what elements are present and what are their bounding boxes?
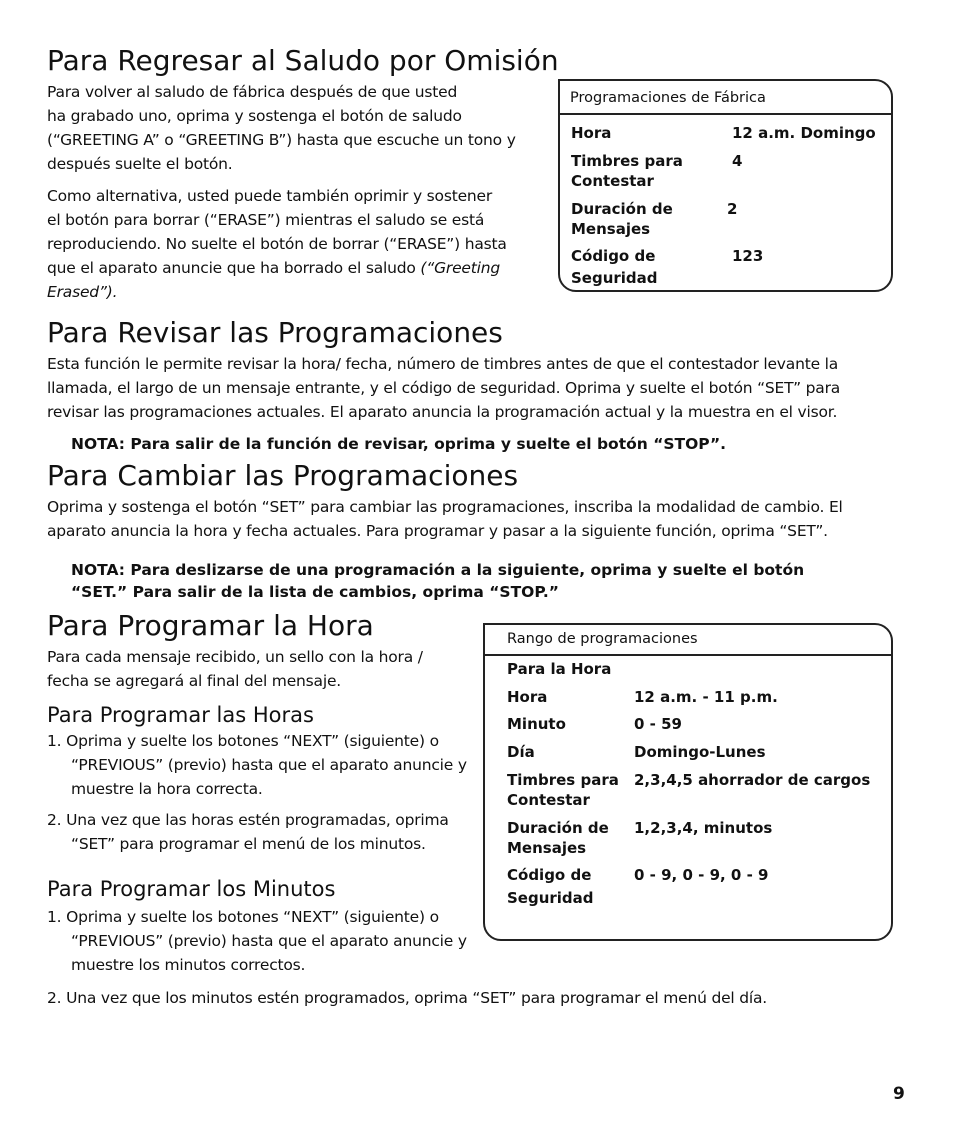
factory-value-duracion: 2 [727, 200, 738, 218]
text-line: Para volver al saludo de fábrica después de que usted [47, 83, 458, 101]
label-line: Timbres para [571, 152, 683, 170]
default-greeting-paragraph-2 [47, 184, 547, 304]
range-label-minuto: Minuto [507, 715, 566, 733]
label-line: Código de [571, 247, 656, 265]
note-line: “SET.” Para salir de la lista de cambios, oprima “STOP.” [71, 583, 559, 601]
set-time-intro [47, 645, 477, 693]
text-line [47, 256, 547, 280]
text-line: 1. Oprima y suelte los botones “NEXT” (siguiente) o [47, 908, 439, 926]
text-line: aparato anuncia la hora y fecha actuales. Para programar y pasar a la siguiente función, oprima “SET”. [47, 522, 828, 540]
list-item [47, 729, 487, 801]
text-line: ha grabado uno, oprima y sostenga el botón de saludo [47, 107, 462, 125]
text-line: “PREVIOUS” (previo) hasta que el aparato anuncie y [71, 756, 467, 774]
range-label-dia: Día [507, 743, 535, 761]
text-line: que el aparato anuncie que ha borrado el saludo [47, 259, 416, 277]
label-line: Seguridad [507, 889, 594, 907]
subheading-set-hours: Para Programar las Horas [47, 703, 314, 727]
factory-value-codigo: 123 [732, 247, 764, 265]
text-line: el botón para borrar (“ERASE”) mientras el saludo se está [47, 211, 485, 229]
settings-range-title: Rango de programaciones [507, 631, 698, 647]
italic-text: (“Greeting [420, 259, 500, 277]
change-settings-paragraph [47, 495, 927, 543]
range-label-timbres [507, 770, 619, 810]
note-line: NOTA: Para deslizarse de una programación a la siguiente, oprima y suelte el botón [71, 561, 805, 579]
range-label-hora: Hora [507, 688, 548, 706]
range-value-duracion: 1,2,3,4, minutos [634, 819, 773, 837]
text-line: 2. Una vez que las horas estén programadas, oprima [47, 811, 449, 829]
text-line: Como alternativa, usted puede también oprimir y sostener [47, 187, 493, 205]
review-settings-paragraph [47, 352, 917, 424]
text-line: “PREVIOUS” (previo) hasta que el aparato anuncie y [71, 932, 467, 950]
range-label-duracion [507, 818, 609, 858]
default-greeting-paragraph-1 [47, 80, 547, 176]
label-line: Seguridad [571, 269, 658, 287]
text-line: “SET” para programar el menú de los minutos. [71, 835, 426, 853]
settings-range-subtitle: Para la Hora [507, 660, 612, 678]
section-heading-default-greeting: Para Regresar al Saludo por Omisión [47, 44, 559, 77]
text-line: muestre los minutos correctos. [71, 956, 306, 974]
range-value-timbres: 2,3,4,5 ahorrador de cargos [634, 771, 871, 789]
factory-label-hora: Hora [571, 124, 612, 142]
list-item [47, 808, 487, 856]
label-line: Código de [507, 866, 592, 884]
factory-value-hora: 12 a.m. Domingo [732, 124, 876, 142]
range-value-minuto: 0 - 59 [634, 715, 682, 733]
label-line: Timbres para [507, 771, 619, 789]
box-divider [558, 113, 893, 115]
label-line: Contestar [507, 791, 590, 809]
range-value-codigo: 0 - 9, 0 - 9, 0 - 9 [634, 866, 769, 884]
factory-value-timbres: 4 [732, 152, 743, 170]
range-label-codigo [507, 865, 594, 908]
factory-label-timbres [571, 151, 683, 191]
label-line: Contestar [571, 172, 654, 190]
text-line: llamada, el largo de un mensaje entrante, y el código de seguridad. Oprima y suelte el botón “SET” para [47, 379, 841, 397]
label-line: Mensajes [571, 220, 651, 238]
text-line: (“GREETING A” o “GREETING B”) hasta que escuche un tono y [47, 131, 516, 149]
list-item [47, 905, 487, 977]
factory-settings-title: Programaciones de Fábrica [570, 90, 766, 106]
text-line [47, 280, 547, 304]
text-line: fecha se agregará al final del mensaje. [47, 672, 342, 690]
range-value-hora: 12 a.m. - 11 p.m. [634, 688, 778, 706]
box-divider [483, 654, 893, 656]
label-line: Duración de [507, 819, 609, 837]
text-line: Oprima y sostenga el botón “SET” para cambiar las programaciones, inscriba la modalidad de cambio. El [47, 498, 843, 516]
range-value-dia: Domingo-Lunes [634, 743, 766, 761]
text-line: después suelte el botón. [47, 155, 233, 173]
factory-label-duracion [571, 199, 673, 239]
section-heading-review-settings: Para Revisar las Programaciones [47, 316, 503, 349]
change-settings-note [71, 559, 891, 603]
factory-settings-box [558, 79, 893, 292]
text-line: muestre la hora correcta. [71, 780, 263, 798]
section-heading-change-settings: Para Cambiar las Programaciones [47, 459, 519, 492]
text-line: Esta función le permite revisar la hora/ fecha, número de timbres antes de que el contestador levante la [47, 355, 839, 373]
review-settings-note: NOTA: Para salir de la función de revisar, oprima y suelte el botón “STOP”. [71, 435, 727, 453]
section-heading-set-time: Para Programar la Hora [47, 609, 374, 642]
page-number: 9 [893, 1084, 905, 1104]
label-line: Mensajes [507, 839, 587, 857]
text-line: 2. Una vez que los minutos estén programados, oprima “SET” para programar el menú del día. [47, 989, 768, 1007]
subheading-set-minutes: Para Programar los Minutos [47, 877, 336, 901]
text-line: revisar las programaciones actuales. El aparato anuncia la programación actual y la muestra en el visor. [47, 403, 838, 421]
text-line: 1. Oprima y suelte los botones “NEXT” (siguiente) o [47, 732, 439, 750]
settings-range-box [483, 623, 893, 941]
list-item [47, 986, 917, 1010]
label-line: Duración de [571, 200, 673, 218]
italic-text: Erased”). [47, 283, 118, 301]
factory-label-codigo [571, 246, 658, 288]
text-line: reproduciendo. No suelte el botón de borrar (“ERASE”) hasta [47, 235, 507, 253]
text-line: Para cada mensaje recibido, un sello con la hora / [47, 648, 423, 666]
